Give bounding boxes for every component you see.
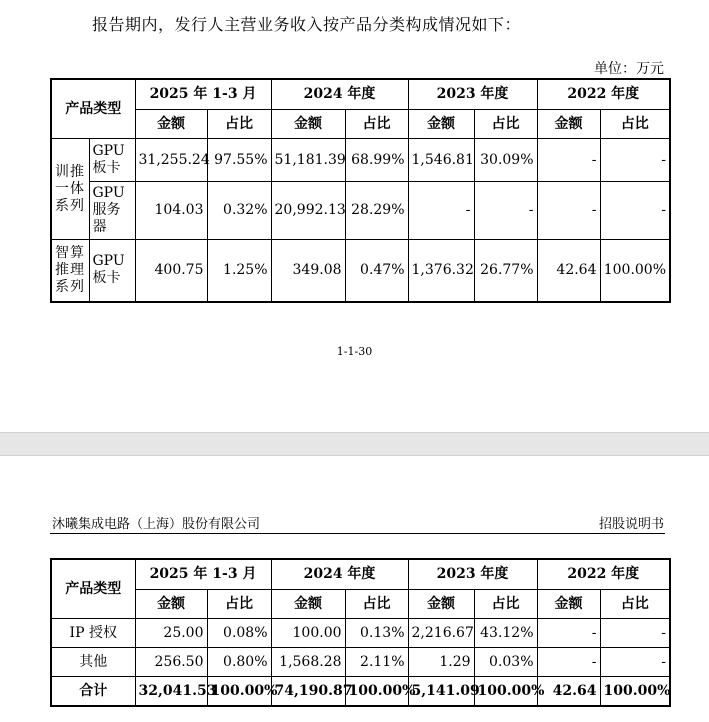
header-ratio: 占比 xyxy=(207,110,271,139)
value-cell: - xyxy=(537,182,600,240)
header-product-type: 产品类型 xyxy=(51,559,135,619)
row-label: 其他 xyxy=(51,648,135,677)
total-label: 合计 xyxy=(51,677,135,707)
header-ratio: 占比 xyxy=(600,590,670,619)
value-cell: - xyxy=(537,619,600,648)
row-label: IP 授权 xyxy=(51,619,135,648)
value-cell: - xyxy=(408,182,474,240)
header-amount: 金额 xyxy=(537,590,600,619)
category-cell: 智算推理系列 xyxy=(51,240,89,302)
value-cell: 1,546.81 xyxy=(408,139,474,182)
value-cell: 0.47% xyxy=(345,240,408,302)
value-cell: 43.12% xyxy=(474,619,537,648)
header-period: 2024 年度 xyxy=(271,559,408,590)
value-cell: - xyxy=(600,182,670,240)
value-cell: - xyxy=(600,139,670,182)
header-amount: 金额 xyxy=(271,590,345,619)
page-break xyxy=(0,432,709,456)
revenue-table-part1 xyxy=(50,78,671,303)
value-cell: 42.64 xyxy=(537,240,600,302)
value-cell: 100.00% xyxy=(600,240,670,302)
value-cell: 1.25% xyxy=(207,240,271,302)
total-row xyxy=(51,677,670,707)
revenue-table-part2 xyxy=(50,558,671,707)
value-cell: - xyxy=(600,648,670,677)
total-cell: 74,190.87 xyxy=(271,677,345,707)
page-number: 1-1-30 xyxy=(336,345,373,358)
value-cell: 104.03 xyxy=(135,182,207,240)
value-cell: - xyxy=(537,139,600,182)
value-cell: 1.29 xyxy=(408,648,474,677)
header-ratio: 占比 xyxy=(345,590,408,619)
total-cell: 32,041.53 xyxy=(135,677,207,707)
value-cell: 26.77% xyxy=(474,240,537,302)
value-cell: 349.08 xyxy=(271,240,345,302)
header-rule xyxy=(50,533,665,534)
document-title: 招股说明书 xyxy=(598,517,664,532)
table-row xyxy=(51,619,670,648)
category-cell: 训推一体系列 xyxy=(51,139,89,240)
header-ratio: 占比 xyxy=(600,110,670,139)
value-cell: 2.11% xyxy=(345,648,408,677)
value-cell: 0.08% xyxy=(207,619,271,648)
company-name: 沐曦集成电路（上海）股份有限公司 xyxy=(52,517,261,532)
intro-text: 报告期内，发行人主营业务收入按产品分类构成情况如下： xyxy=(92,15,522,34)
header-period: 2022 年度 xyxy=(537,79,670,110)
header-ratio: 占比 xyxy=(474,110,537,139)
product-cell: GPU 板卡 xyxy=(89,139,135,182)
value-cell: 97.55% xyxy=(207,139,271,182)
value-cell: 400.75 xyxy=(135,240,207,302)
value-cell: 0.32% xyxy=(207,182,271,240)
value-cell: 30.09% xyxy=(474,139,537,182)
header-period: 2023 年度 xyxy=(408,79,537,110)
header-amount: 金额 xyxy=(408,590,474,619)
value-cell: 28.29% xyxy=(345,182,408,240)
header-amount: 金额 xyxy=(271,110,345,139)
product-cell: GPU 服务器 xyxy=(89,182,135,240)
header-amount: 金额 xyxy=(135,110,207,139)
header-ratio: 占比 xyxy=(207,590,271,619)
header-amount: 金额 xyxy=(537,110,600,139)
value-cell: - xyxy=(474,182,537,240)
value-cell: 51,181.39 xyxy=(271,139,345,182)
header-amount: 金额 xyxy=(135,590,207,619)
header-period: 2025 年 1-3 月 xyxy=(135,79,271,110)
value-cell: 1,568.28 xyxy=(271,648,345,677)
total-cell: 100.00% xyxy=(474,677,537,707)
value-cell: 1,376.32 xyxy=(408,240,474,302)
value-cell: - xyxy=(600,619,670,648)
total-cell: 100.00% xyxy=(207,677,271,707)
product-cell: GPU 板卡 xyxy=(89,240,135,302)
table-row xyxy=(51,139,670,182)
value-cell: - xyxy=(537,648,600,677)
unit-label: 单位：万元 xyxy=(594,61,664,77)
value-cell: 31,255.24 xyxy=(135,139,207,182)
total-cell: 100.00% xyxy=(345,677,408,707)
value-cell: 256.50 xyxy=(135,648,207,677)
value-cell: 25.00 xyxy=(135,619,207,648)
table-row xyxy=(51,182,670,240)
header-ratio: 占比 xyxy=(474,590,537,619)
total-cell: 100.00% xyxy=(600,677,670,707)
value-cell: 0.13% xyxy=(345,619,408,648)
value-cell: 0.80% xyxy=(207,648,271,677)
header-period: 2023 年度 xyxy=(408,559,537,590)
total-cell: 42.64 xyxy=(537,677,600,707)
header-period: 2025 年 1-3 月 xyxy=(135,559,271,590)
value-cell: 20,992.13 xyxy=(271,182,345,240)
table-row xyxy=(51,240,670,302)
table-row xyxy=(51,648,670,677)
value-cell: 0.03% xyxy=(474,648,537,677)
value-cell: 68.99% xyxy=(345,139,408,182)
header-period: 2024 年度 xyxy=(271,79,408,110)
header-product-type: 产品类型 xyxy=(51,79,135,139)
header-ratio: 占比 xyxy=(345,110,408,139)
value-cell: 100.00 xyxy=(271,619,345,648)
total-cell: 5,141.09 xyxy=(408,677,474,707)
header-period: 2022 年度 xyxy=(537,559,670,590)
header-amount: 金额 xyxy=(408,110,474,139)
value-cell: 2,216.67 xyxy=(408,619,474,648)
